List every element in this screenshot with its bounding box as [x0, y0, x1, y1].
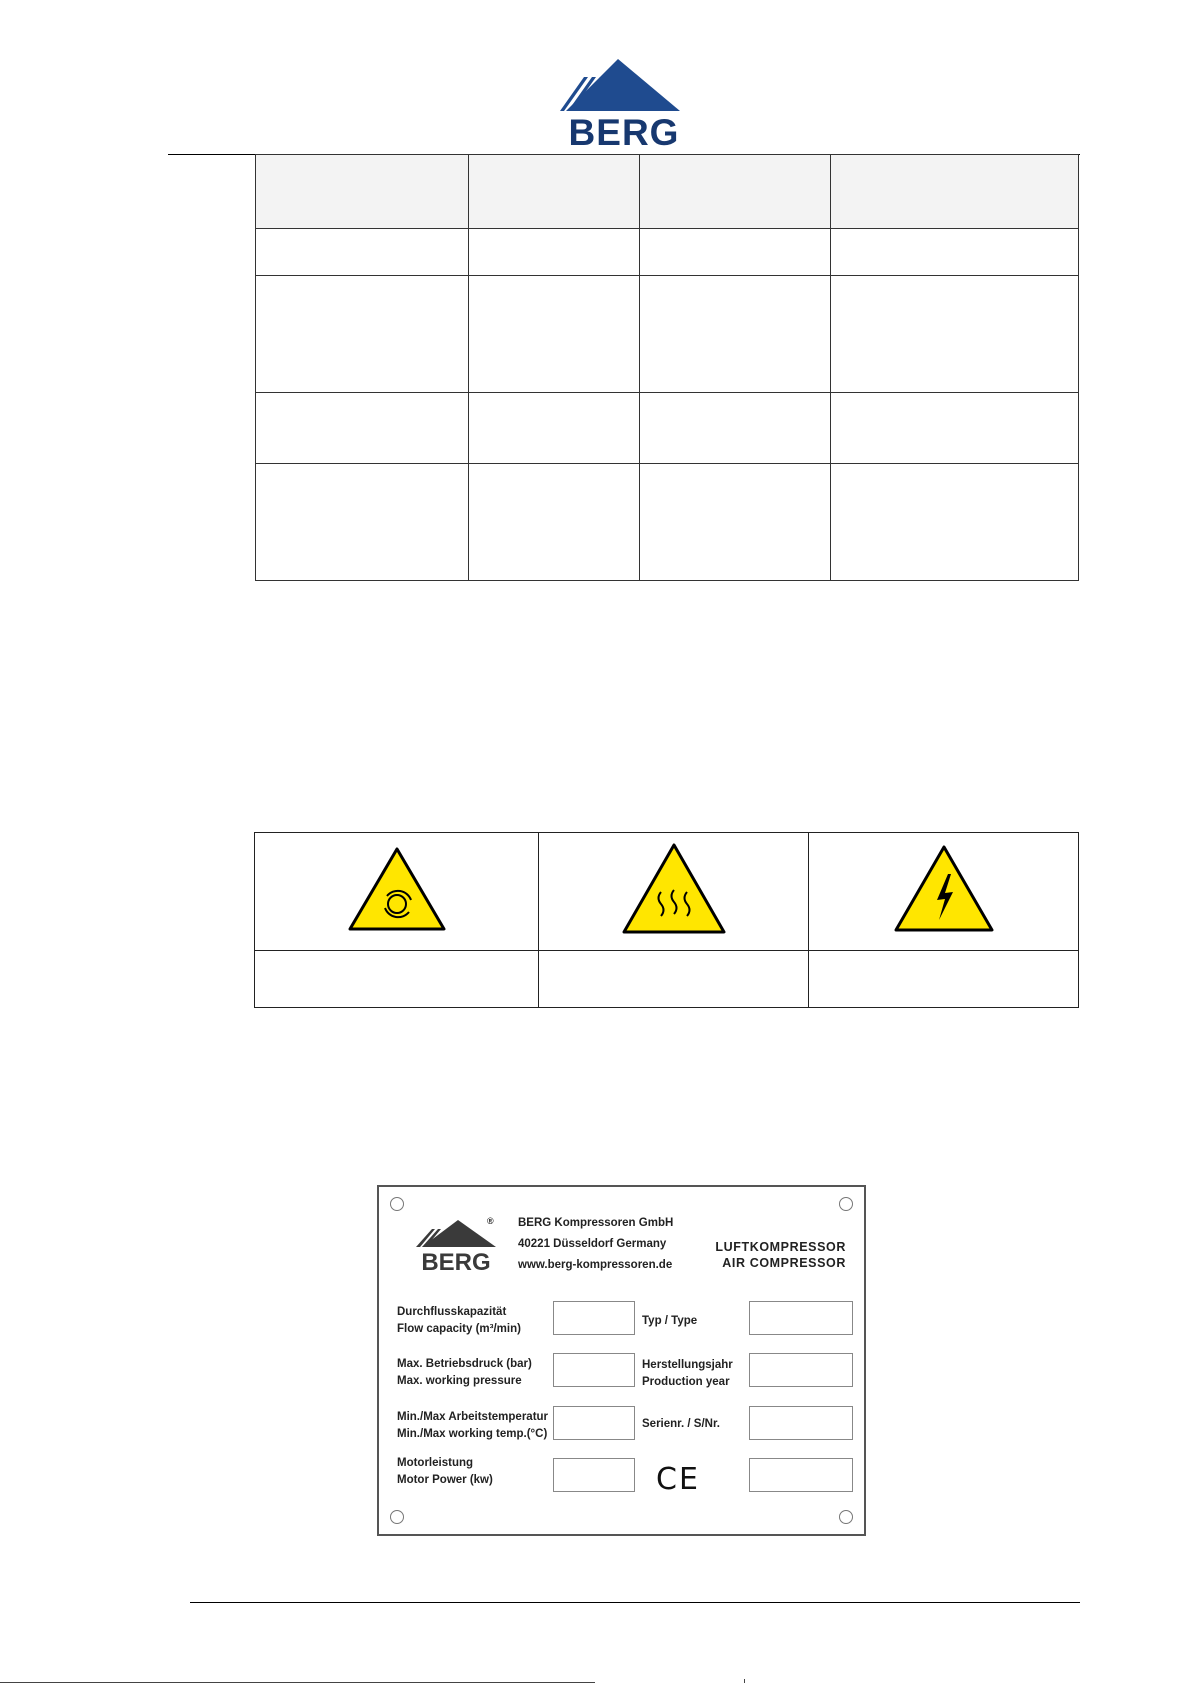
field-label: Min./Max working temp.(°C) — [397, 1428, 548, 1440]
working-temp-box — [553, 1406, 635, 1440]
serial-number-box — [749, 1406, 853, 1440]
table-cell — [256, 393, 469, 464]
field-label: Durchflusskapazität — [397, 1306, 507, 1318]
company-name: BERG Kompressoren GmbH — [518, 1217, 674, 1229]
table-cell — [469, 276, 640, 393]
field-label: Flow capacity (m³/min) — [397, 1323, 521, 1335]
motor-power-box — [553, 1458, 635, 1492]
table-cell — [640, 464, 831, 581]
screw-hole-icon — [839, 1197, 853, 1211]
nameplate-logo-text: BERG — [421, 1249, 491, 1272]
field-label: Max. working pressure — [397, 1375, 522, 1387]
table-cell — [256, 464, 469, 581]
berg-logo-text: BERG — [568, 112, 680, 149]
table-cell — [256, 229, 469, 276]
warning-caption — [809, 951, 1079, 1008]
field-label: Serienr. / S/Nr. — [642, 1418, 720, 1430]
table-cell — [831, 464, 1079, 581]
ce-mark: CE — [656, 1462, 700, 1497]
warning-cell — [539, 833, 809, 951]
nameplate-title-en: AIR COMPRESSOR — [722, 1256, 846, 1270]
table-cell — [640, 276, 831, 393]
hot-surface-warning-icon — [621, 842, 727, 936]
table-cell — [831, 155, 1079, 229]
extra-box — [749, 1458, 853, 1492]
table-row — [256, 229, 1079, 276]
table-row — [256, 393, 1079, 464]
table-cell — [640, 155, 831, 229]
table-row — [256, 276, 1079, 393]
screw-hole-icon — [390, 1197, 404, 1211]
table-cell — [640, 229, 831, 276]
table-cell — [831, 229, 1079, 276]
field-label: Motorleistung — [397, 1457, 474, 1469]
berg-logo — [552, 55, 696, 149]
table-header-row — [256, 155, 1079, 229]
table-cell — [640, 393, 831, 464]
field-label: Production year — [642, 1376, 730, 1388]
page-bottom-tick — [744, 1679, 745, 1683]
nameplate — [377, 1185, 866, 1536]
berg-logo-mark-icon — [552, 55, 696, 149]
electric-shock-warning-icon — [893, 844, 995, 934]
warning-cell — [809, 833, 1079, 951]
screw-hole-icon — [839, 1510, 853, 1524]
warning-signs-table — [254, 832, 1079, 1008]
field-label: Herstellungsjahr — [642, 1359, 733, 1371]
footer-rule — [190, 1602, 1080, 1603]
production-year-box — [749, 1353, 853, 1387]
spec-table — [255, 154, 1079, 581]
field-label: Min./Max Arbeitstemperatur — [397, 1411, 549, 1423]
warning-caption — [539, 951, 809, 1008]
page-bottom-rule — [0, 1682, 595, 1683]
table-cell — [469, 155, 640, 229]
warning-captions-row — [255, 951, 1079, 1008]
nameplate-title-de: LUFTKOMPRESSOR — [715, 1240, 846, 1254]
type-box — [749, 1301, 853, 1335]
table-cell — [256, 276, 469, 393]
field-label: Typ / Type — [642, 1315, 698, 1327]
table-cell — [469, 229, 640, 276]
registered-mark: ® — [487, 1216, 494, 1226]
screw-hole-icon — [390, 1510, 404, 1524]
max-pressure-box — [553, 1353, 635, 1387]
warning-icons-row — [255, 833, 1079, 951]
company-website: www.berg-kompressoren.de — [518, 1259, 673, 1271]
table-cell — [469, 393, 640, 464]
field-label: Max. Betriebsdruck (bar) — [397, 1358, 532, 1370]
table-cell — [256, 155, 469, 229]
rotating-parts-warning-icon — [347, 846, 447, 932]
company-address: 40221 Düsseldorf Germany — [518, 1238, 667, 1250]
table-cell — [831, 276, 1079, 393]
warning-caption — [255, 951, 539, 1008]
table-cell — [469, 464, 640, 581]
flow-capacity-box — [553, 1301, 635, 1335]
table-row — [256, 464, 1079, 581]
warning-cell — [255, 833, 539, 951]
table-cell — [831, 393, 1079, 464]
field-label: Motor Power (kw) — [397, 1474, 493, 1486]
